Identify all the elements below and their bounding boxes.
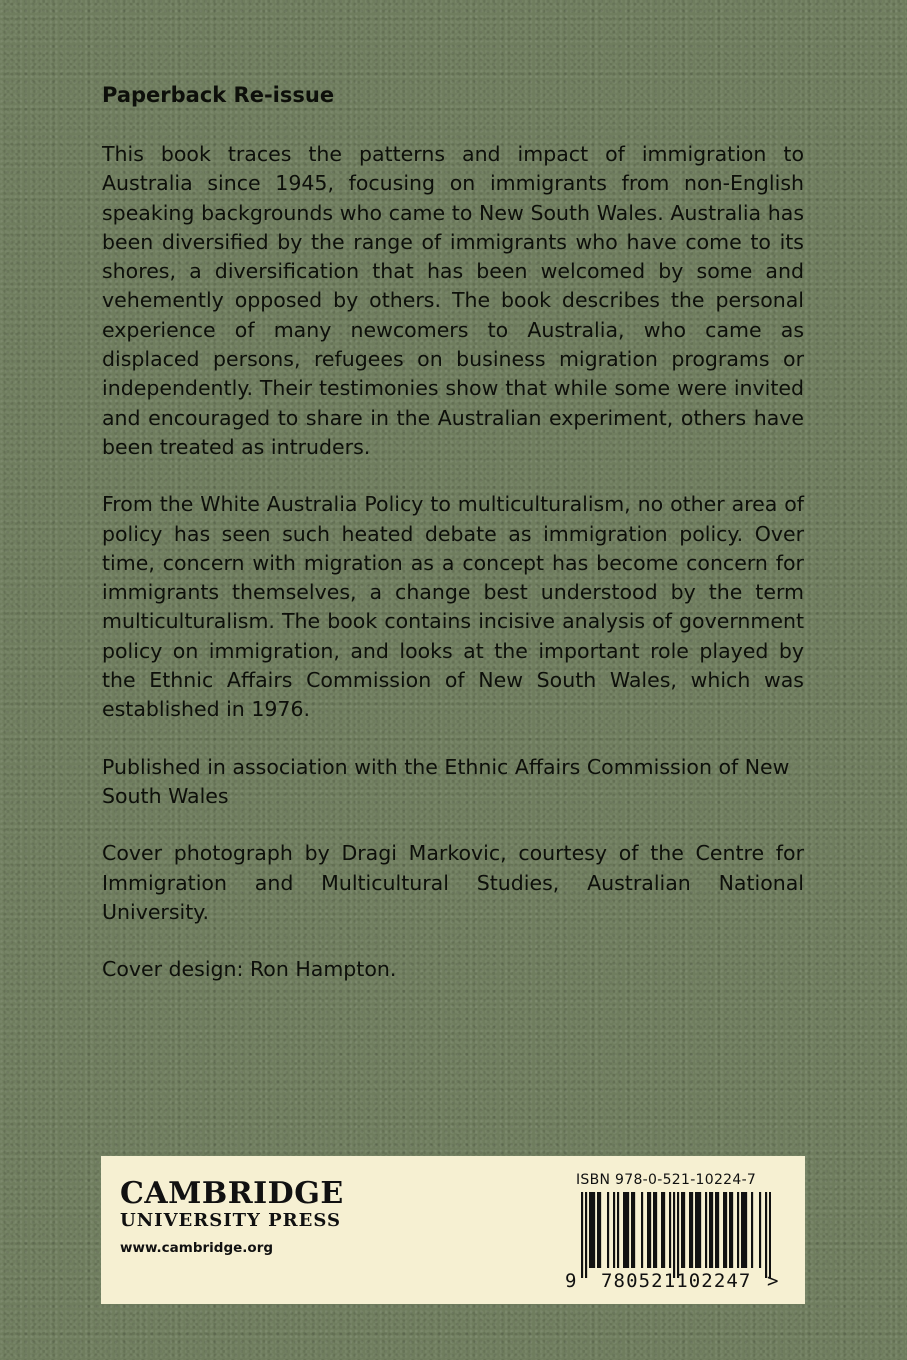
barcode-bar xyxy=(599,1192,601,1268)
barcode-bar xyxy=(625,1192,627,1268)
barcode-bar xyxy=(765,1192,767,1278)
edition-heading: Paperback Re-issue xyxy=(102,83,335,107)
barcode-bar xyxy=(673,1192,675,1278)
barcode-bar xyxy=(743,1192,745,1268)
barcode-bar xyxy=(677,1192,679,1278)
barcode-bar xyxy=(737,1192,739,1268)
isbn-block xyxy=(565,1172,791,1298)
isbn-label: ISBN 978-0-521-10224-7 xyxy=(576,1172,757,1188)
barcode-bar xyxy=(729,1192,731,1268)
barcode-bar xyxy=(661,1192,663,1268)
barcode-bar xyxy=(617,1192,619,1268)
barcode-bar xyxy=(691,1192,693,1268)
barcode-bar xyxy=(591,1192,593,1268)
barcode-bar xyxy=(655,1192,657,1268)
barcode xyxy=(565,1192,791,1298)
barcode-bar xyxy=(705,1192,707,1268)
barcode-bar xyxy=(653,1192,655,1268)
barcode-bar xyxy=(589,1192,591,1268)
barcode-bar xyxy=(585,1192,587,1278)
barcode-bar xyxy=(681,1192,683,1268)
barcode-bar xyxy=(597,1192,599,1268)
barcode-bar xyxy=(717,1192,719,1268)
barcode-bar xyxy=(695,1192,697,1268)
barcode-bar xyxy=(647,1192,649,1268)
barcode-bar xyxy=(631,1192,633,1268)
photo-credit: Cover photograph by Dragi Markovic, courtesy of the Centre for Immigration and Multicultural Studies, Australian National University. xyxy=(102,841,804,924)
association-note: Published in association with the Ethnic Affairs Commission of New South Wales xyxy=(102,754,790,808)
barcode-bar xyxy=(689,1192,691,1268)
barcode-bar xyxy=(709,1192,711,1268)
description-paragraph-2: From the White Australia Policy to multiculturalism, no other area of policy has seen such heated debate as immigration policy. Over time, concern with migration as a concept has become concern for immigrants themselves, a change best understood by the term multiculturalism. The book contains incisive analysis of government policy on immigration, and looks at the important role played by the Ethnic Affairs Commission of New South Wales, which was established in 1976. xyxy=(102,492,804,722)
barcode-bar xyxy=(731,1192,733,1268)
publisher-subtitle: UNIVERSITY PRESS xyxy=(120,1210,341,1231)
barcode-bar xyxy=(633,1192,635,1268)
barcode-bar xyxy=(649,1192,651,1268)
barcode-bar xyxy=(641,1192,643,1268)
barcode-bars xyxy=(581,1192,771,1278)
barcode-bar xyxy=(593,1192,595,1268)
barcode-bar xyxy=(683,1192,685,1268)
barcode-bar xyxy=(769,1192,771,1278)
design-credit: Cover design: Ron Hampton. xyxy=(102,957,397,982)
barcode-bar xyxy=(699,1192,701,1268)
barcode-bar xyxy=(751,1192,753,1268)
barcode-bar xyxy=(725,1192,727,1268)
barcode-bar xyxy=(607,1192,609,1268)
barcode-bar xyxy=(663,1192,665,1268)
barcode-bar xyxy=(669,1192,671,1268)
description-paragraph-1: This book traces the patterns and impact of immigration to Australia since 1945, focusing on immigrants from non-English speaking backgrounds who came to New South Wales. Australia has been diversified by the range of immigrants who have come to its shores, a diversification that has been welcomed by some and vehemently opposed by others. The book describes the personal experience of many newcomers to Australia, who came as displaced persons, refugees on business migration programs or independently. Their testimonies show that while some were invited and encouraged to share in the Australian experiment, others have been treated as intruders. xyxy=(102,142,804,459)
barcode-bar xyxy=(745,1192,747,1268)
barcode-bar xyxy=(627,1192,629,1268)
barcode-digits: 780521102247 xyxy=(601,1270,752,1292)
barcode-bar xyxy=(741,1192,743,1268)
barcode-bar xyxy=(613,1192,615,1268)
barcode-bar xyxy=(697,1192,699,1268)
back-cover-text xyxy=(102,78,804,1012)
barcode-bar xyxy=(711,1192,713,1268)
publisher-panel xyxy=(101,1156,805,1304)
barcode-arrow: > xyxy=(767,1270,779,1292)
barcode-bar xyxy=(723,1192,725,1268)
barcode-bar xyxy=(715,1192,717,1268)
barcode-bar xyxy=(623,1192,625,1268)
publisher-url: www.cambridge.org xyxy=(120,1240,274,1256)
barcode-first-digit: 9 xyxy=(565,1270,577,1292)
publisher-logo xyxy=(120,1178,344,1258)
barcode-bar xyxy=(759,1192,761,1268)
publisher-name: CAMBRIDGE xyxy=(120,1176,344,1211)
barcode-bar xyxy=(581,1192,583,1278)
